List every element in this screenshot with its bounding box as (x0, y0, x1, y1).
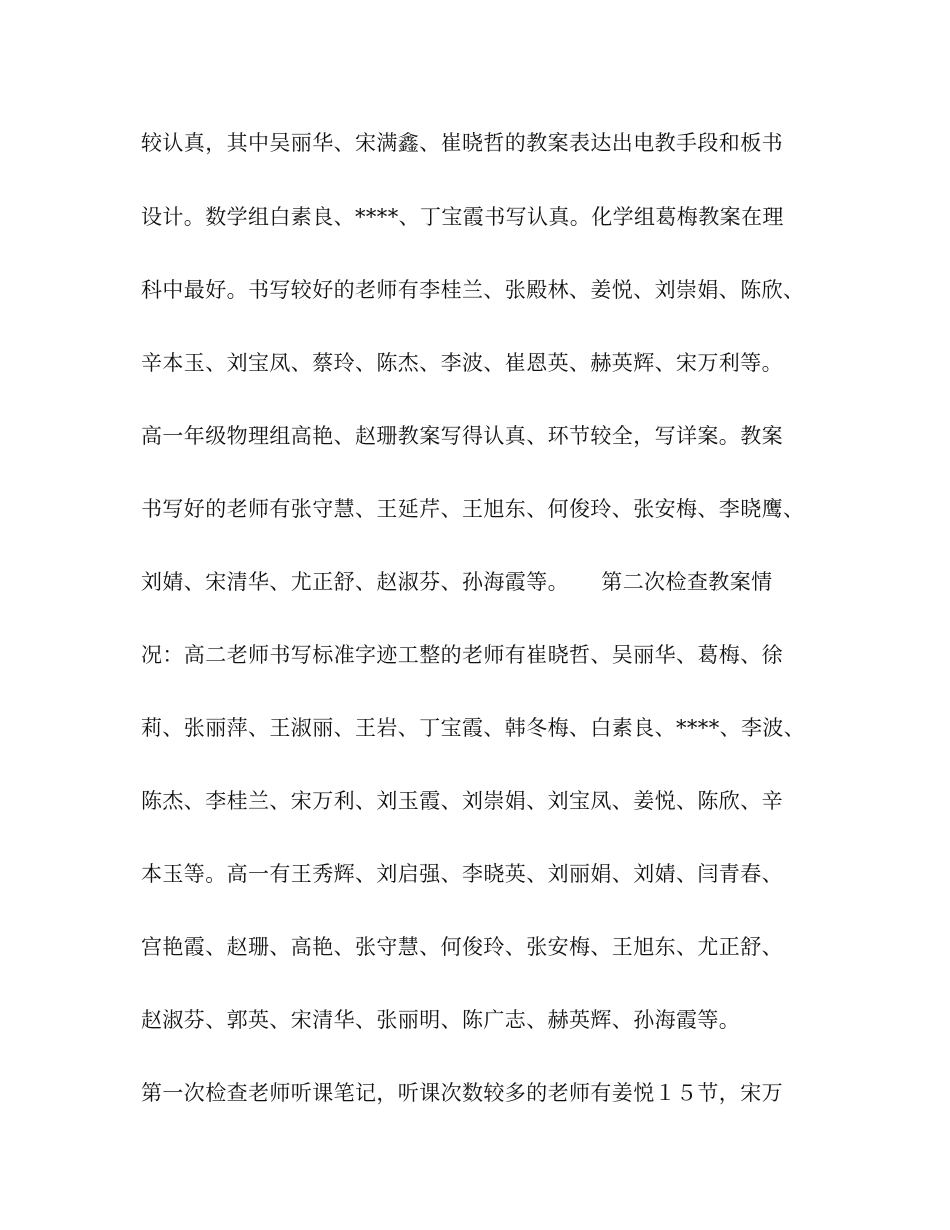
text-line: 刘婧、宋清华、尤正舒、赵淑芬、孙海霞等。 第二次检查教案情 (141, 570, 773, 594)
text-line: 赵淑芬、郭英、宋清华、张丽明、陈广志、赫英辉、孙海霞等。 (141, 1008, 741, 1032)
text-line: 高一年级物理组高艳、赵珊教案写得认真、环节较全，写详案。教案 (141, 424, 783, 448)
text-line: 较认真，其中吴丽华、宋满鑫、崔晓哲的教案表达出电教手段和板书 (141, 131, 783, 155)
text-line: 科中最好。书写较好的老师有李桂兰、张殿林、姜悦、刘崇娟、陈欣、 (141, 278, 805, 302)
text-line: 况：高二老师书写标准字迹工整的老师有崔晓哲、吴丽华、葛梅、徐 (141, 643, 783, 667)
text-line: 宫艳霞、赵珊、高艳、张守慧、何俊玲、张安梅、王旭东、尤正舒、 (141, 935, 783, 959)
text-line: 本玉等。高一有王秀辉、刘启强、李晓英、刘丽娟、刘婧、闫青春、 (141, 862, 783, 886)
text-line: 书写好的老师有张守慧、王延芹、王旭东、何俊玲、张安梅、李晓鹰、 (141, 497, 805, 521)
text-line: 设计。数学组白素良、****、丁宝霞书写认真。化学组葛梅教案在理 (141, 205, 784, 229)
text-line: 莉、张丽萍、王淑丽、王岩、丁宝霞、韩冬梅、白素良、****、李波、 (141, 716, 806, 740)
text-line: 第一次检查老师听课笔记，听课次数较多的老师有姜悦１５节，宋万 (141, 1081, 783, 1105)
text-line: 陈杰、李桂兰、宋万利、刘玉霞、刘崇娟、刘宝凤、姜悦、陈欣、辛 (141, 789, 783, 813)
text-line: 辛本玉、刘宝凤、蔡玲、陈杰、李波、崔恩英、赫英辉、宋万利等。 (141, 351, 783, 375)
